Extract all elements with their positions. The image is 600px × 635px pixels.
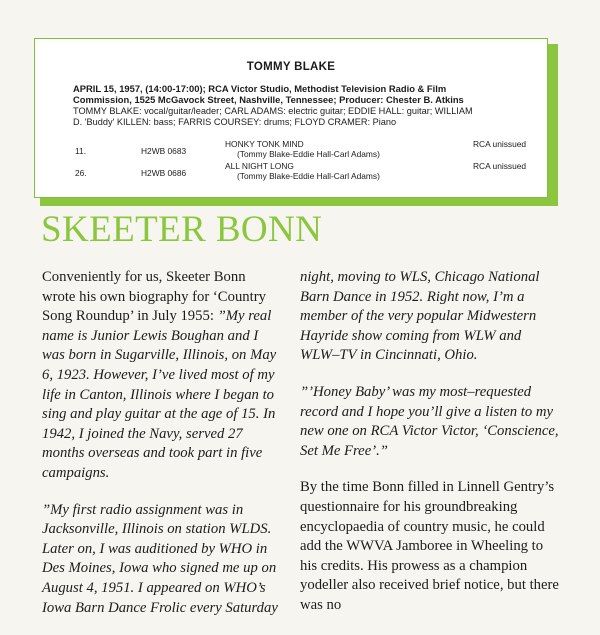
matrix-number: H2WB 0686 — [141, 168, 187, 178]
track-title — [225, 161, 380, 181]
quote-text: ”My real name is Junior Lewis Boughan and I was born in Sugarville, Illinois, on May 6, 1923. However, I’ve lived most of my life in Canton, Illinois where I began to sing and play guitar at the age of 15. In 1942, I joined the Navy, served 27 months overseas and took part in five campaigns. — [42, 308, 277, 481]
left-column — [42, 268, 282, 635]
track-number: 11. — [75, 146, 87, 156]
track-title-text: HONKY TONK MIND — [225, 139, 304, 149]
paragraph: ”’Honey Baby’ was my most–requested record and I hope you’ll give a listen to my new one on RCA Victor Victor, ‘Conscience, Set Me Free’.” — [300, 383, 559, 459]
track-number: 26. — [75, 168, 87, 178]
matrix-number: H2WB 0683 — [141, 146, 187, 156]
track-title-text: ALL NIGHT LONG — [225, 161, 294, 171]
paragraph — [42, 268, 282, 484]
session-line: APRIL 15, 1957, (14:00-17:00); RCA Victor Studio, Methodist Television Radio & Film — [73, 83, 447, 94]
discography-box — [34, 38, 548, 198]
personnel-line: TOMMY BLAKE: vocal/guitar/leader; CARL ADAMS: electric guitar; EDDIE HALL: guitar; WILLIAM — [73, 106, 473, 116]
personnel-line: D. 'Buddy' KILLEN: bass; FARRIS COURSEY: drums; FLOYD CRAMER: Piano — [73, 117, 397, 127]
intro-text: Conveniently for us, Skeeter Bonn wrote his own biography for ‘Country Song Roundup’ in July 1955: — [42, 269, 266, 325]
track-title — [225, 139, 380, 159]
section-heading: SKEETER BONN — [41, 209, 323, 250]
track-label: RCA unissued — [473, 139, 527, 149]
track-label: RCA unissued — [473, 161, 527, 171]
personnel-details — [73, 106, 533, 128]
right-column — [300, 268, 562, 633]
paragraph: By the time Bonn filled in Linnell Gentry’s questionnaire for his groundbreaking encyclopaedia of country music, he could add the WWVA Jamboree in Wheeling to his credits. His prowess as a champion yodeller also received brief notice, but there was no — [300, 479, 559, 613]
session-details — [73, 83, 523, 105]
track-credit: (Tommy Blake-Eddie Hall-Carl Adams) — [237, 149, 380, 159]
paragraph: ”My first radio assignment was in Jacksonville, Illinois on station WLDS. Later on, I was auditioned by WHO in Des Moines, Iowa who signed me up on August 4, 1951. I appeared on WHO’s Iowa Barn Dance Frolic every Saturday — [42, 501, 278, 616]
track-credit: (Tommy Blake-Eddie Hall-Carl Adams) — [237, 171, 380, 181]
discography-artist: TOMMY BLAKE — [246, 61, 336, 73]
session-line: Commission, 1525 McGavock Street, Nashville, Tennessee; Producer: Chester B. Atkins — [73, 94, 464, 105]
track-row — [73, 161, 533, 187]
paragraph: night, moving to WLS, Chicago National Barn Dance in 1952. Right now, I’m a member of the very popular Midwestern Hayride show coming from WLW and WLW–TV in Cincinnati, Ohio. — [300, 269, 540, 364]
